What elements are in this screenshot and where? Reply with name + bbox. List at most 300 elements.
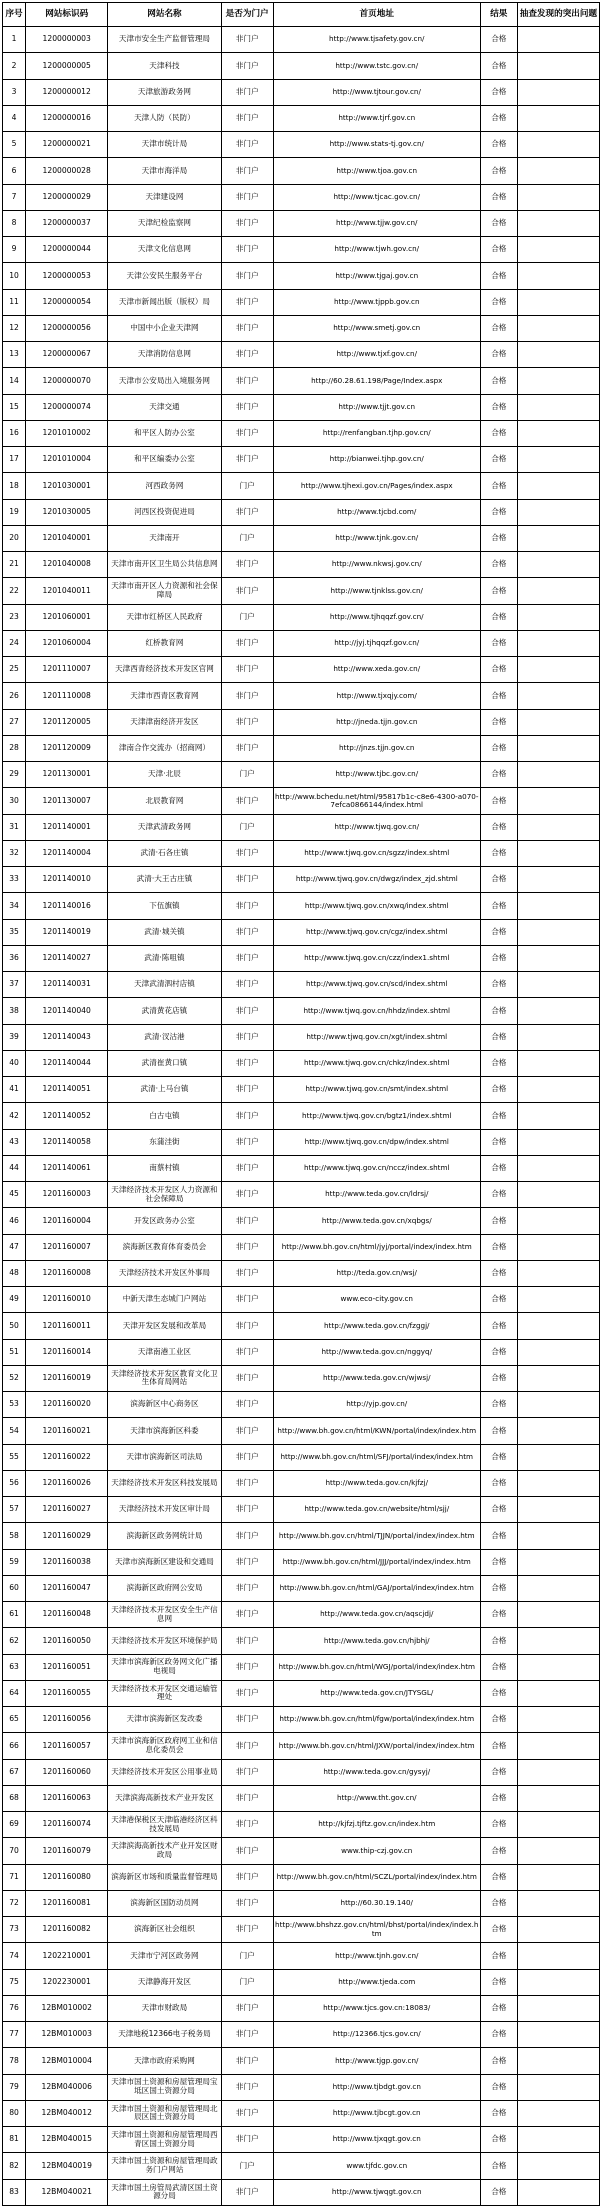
homepage-url: http://www.tjwq.gov.cn/cgz/index.shtml <box>273 919 480 945</box>
portal-flag: 非门户 <box>221 1733 273 1759</box>
table-row <box>3 840 600 866</box>
site-code: 12BM040012 <box>26 2100 108 2126</box>
site-name: 天津·北辰 <box>108 762 221 788</box>
site-code: 1200000005 <box>26 53 108 79</box>
site-name: 武清黄花店镇 <box>108 998 221 1024</box>
portal-flag: 非门户 <box>221 1707 273 1733</box>
issues <box>517 27 599 53</box>
result: 合格 <box>480 1995 517 2021</box>
issues <box>517 2153 599 2179</box>
site-code: 1201040008 <box>26 552 108 578</box>
site-name: 武清·汊沽港 <box>108 1024 221 1050</box>
table-row <box>3 27 600 53</box>
site-code: 1201030001 <box>26 473 108 499</box>
portal-flag: 非门户 <box>221 657 273 683</box>
portal-flag: 非门户 <box>221 499 273 525</box>
homepage-url: http://www.bh.gov.cn/html/SFJ/portal/index/index.htm <box>273 1444 480 1470</box>
result: 合格 <box>480 998 517 1024</box>
site-code: 1201160008 <box>26 1260 108 1286</box>
site-code: 1201160010 <box>26 1287 108 1313</box>
result: 合格 <box>480 762 517 788</box>
table-row <box>3 604 600 630</box>
site-code: 1201140051 <box>26 1077 108 1103</box>
site-code: 1201140019 <box>26 919 108 945</box>
site-code: 1201140001 <box>26 814 108 840</box>
site-code: 12BM010003 <box>26 2022 108 2048</box>
site-code: 1201140004 <box>26 840 108 866</box>
issues <box>517 1234 599 1260</box>
row-index: 3 <box>3 79 26 105</box>
table-row <box>3 184 600 210</box>
row-index: 29 <box>3 762 26 788</box>
homepage-url: http://www.tjwq.gov.cn/sgzz/index.shtml <box>273 840 480 866</box>
portal-flag: 非门户 <box>221 27 273 53</box>
row-index: 78 <box>3 2048 26 2074</box>
portal-flag: 非门户 <box>221 2074 273 2100</box>
site-name: 天津文化信息网 <box>108 237 221 263</box>
issues <box>517 473 599 499</box>
homepage-url: http://www.bh.gov.cn/html/JXW/portal/index/index.htm <box>273 1733 480 1759</box>
portal-flag: 非门户 <box>221 578 273 604</box>
homepage-url: http://renfangban.tjhp.gov.cn/ <box>273 420 480 446</box>
table-row <box>3 237 600 263</box>
result: 合格 <box>480 1418 517 1444</box>
row-index: 32 <box>3 840 26 866</box>
result: 合格 <box>480 1733 517 1759</box>
issues <box>517 447 599 473</box>
table-row <box>3 1864 600 1890</box>
site-code: 12BM010002 <box>26 1995 108 2021</box>
table-row <box>3 1943 600 1969</box>
issues <box>517 315 599 341</box>
table-row <box>3 1444 600 1470</box>
inspection-results-table <box>2 2 600 2206</box>
site-code: 1201160029 <box>26 1523 108 1549</box>
homepage-url: http://www.bh.gov.cn/html/WGJ/portal/index/index.htm <box>273 1654 480 1680</box>
row-index: 23 <box>3 604 26 630</box>
table-row <box>3 1733 600 1759</box>
portal-flag: 非门户 <box>221 1234 273 1260</box>
site-name: 天津市国土资源和房屋管理局西青区国土资源分局 <box>108 2127 221 2153</box>
table-row <box>3 1969 600 1995</box>
homepage-url: http://www.tjnh.gov.cn/ <box>273 1943 480 1969</box>
issues <box>517 1838 599 1864</box>
portal-flag: 非门户 <box>221 237 273 263</box>
row-index: 47 <box>3 1234 26 1260</box>
row-index: 65 <box>3 1707 26 1733</box>
issues <box>517 578 599 604</box>
row-index: 77 <box>3 2022 26 2048</box>
site-code: 1200000012 <box>26 79 108 105</box>
homepage-url: http://www.bh.gov.cn/html/TJJN/portal/index/index.htm <box>273 1523 480 1549</box>
site-name: 天津市国土房管局武清区国土资源分局 <box>108 2179 221 2206</box>
site-code: 1201160021 <box>26 1418 108 1444</box>
site-name: 天津消防信息网 <box>108 342 221 368</box>
table-row <box>3 2179 600 2206</box>
issues <box>517 709 599 735</box>
issues <box>517 1943 599 1969</box>
site-name: 天津市公安局出入境服务网 <box>108 368 221 394</box>
site-name: 天津武清泗村店镇 <box>108 972 221 998</box>
issues <box>517 105 599 131</box>
table-row <box>3 1234 600 1260</box>
homepage-url: http://www.tjjt.gov.cn <box>273 394 480 420</box>
site-code: 1201160047 <box>26 1575 108 1601</box>
row-index: 1 <box>3 27 26 53</box>
portal-flag: 非门户 <box>221 1812 273 1838</box>
site-code: 1201160004 <box>26 1208 108 1234</box>
site-code: 1201130007 <box>26 788 108 814</box>
site-name: 白古屯镇 <box>108 1103 221 1129</box>
table-row <box>3 368 600 394</box>
result: 合格 <box>480 2100 517 2126</box>
issues <box>517 2100 599 2126</box>
site-name: 天津纪检监察网 <box>108 210 221 236</box>
issues <box>517 1024 599 1050</box>
issues <box>517 945 599 971</box>
result: 合格 <box>480 578 517 604</box>
table-row <box>3 1470 600 1496</box>
homepage-url: http://www.tjwq.gov.cn/nccz/index.shtml <box>273 1155 480 1181</box>
homepage-url: http://www.tjwq.gov.cn/dpw/index.shtml <box>273 1129 480 1155</box>
site-code: 1201160011 <box>26 1313 108 1339</box>
issues <box>517 2048 599 2074</box>
site-code: 1201060004 <box>26 630 108 656</box>
table-row <box>3 1575 600 1601</box>
table-row <box>3 709 600 735</box>
issues <box>517 2127 599 2153</box>
table-row <box>3 1155 600 1181</box>
homepage-url: http://www.bh.gov.cn/html/GAJ/portal/index/index.htm <box>273 1575 480 1601</box>
row-index: 7 <box>3 184 26 210</box>
row-index: 34 <box>3 893 26 919</box>
portal-flag: 非门户 <box>221 1418 273 1444</box>
site-code: 1201040011 <box>26 578 108 604</box>
portal-flag: 门户 <box>221 814 273 840</box>
issues <box>517 1497 599 1523</box>
site-name: 天津经济技术开发区公用事业局 <box>108 1759 221 1785</box>
table-row <box>3 893 600 919</box>
result: 合格 <box>480 1024 517 1050</box>
site-code: 1201030005 <box>26 499 108 525</box>
row-index: 38 <box>3 998 26 1024</box>
table-row <box>3 998 600 1024</box>
site-name: 天津市红桥区人民政府 <box>108 604 221 630</box>
result: 合格 <box>480 1890 517 1916</box>
result: 合格 <box>480 79 517 105</box>
homepage-url: http://www.tjwq.gov.cn/xgt/index.shtml <box>273 1024 480 1050</box>
portal-flag: 非门户 <box>221 263 273 289</box>
table-row <box>3 814 600 840</box>
table-row <box>3 735 600 761</box>
issues <box>517 1969 599 1995</box>
table-row <box>3 447 600 473</box>
homepage-url: http://www.bchedu.net/html/95817b1c-c8e6-4300-a070-7efca0866144/index.html <box>273 788 480 814</box>
site-code: 1201160057 <box>26 1733 108 1759</box>
table-row <box>3 1392 600 1418</box>
row-index: 26 <box>3 683 26 709</box>
table-row <box>3 499 600 525</box>
table-row <box>3 552 600 578</box>
result: 合格 <box>480 342 517 368</box>
issues <box>517 1707 599 1733</box>
row-index: 51 <box>3 1339 26 1365</box>
portal-flag: 非门户 <box>221 1182 273 1208</box>
header-is-portal: 是否为门户 <box>221 3 273 27</box>
site-name: 滨海新区中心商务区 <box>108 1392 221 1418</box>
result: 合格 <box>480 1077 517 1103</box>
issues <box>517 79 599 105</box>
site-name: 天津市西青区教育网 <box>108 683 221 709</box>
portal-flag: 非门户 <box>221 945 273 971</box>
table-row <box>3 158 600 184</box>
site-code: 1200000044 <box>26 237 108 263</box>
table-row <box>3 2153 600 2179</box>
row-index: 35 <box>3 919 26 945</box>
site-code: 1201140016 <box>26 893 108 919</box>
homepage-url: http://www.tjsafety.gov.cn/ <box>273 27 480 53</box>
result: 合格 <box>480 1339 517 1365</box>
issues <box>517 420 599 446</box>
portal-flag: 非门户 <box>221 840 273 866</box>
result: 合格 <box>480 840 517 866</box>
row-index: 57 <box>3 1497 26 1523</box>
portal-flag: 非门户 <box>221 210 273 236</box>
row-index: 31 <box>3 814 26 840</box>
table-row <box>3 1208 600 1234</box>
site-code: 1201140027 <box>26 945 108 971</box>
issues <box>517 735 599 761</box>
table-row <box>3 263 600 289</box>
row-index: 36 <box>3 945 26 971</box>
site-code: 1201160080 <box>26 1864 108 1890</box>
homepage-url: http://bianwei.tjhp.gov.cn/ <box>273 447 480 473</box>
row-index: 68 <box>3 1785 26 1811</box>
portal-flag: 非门户 <box>221 1103 273 1129</box>
homepage-url: http://www.bh.gov.cn/html/SCZL/portal/index/index.htm <box>273 1864 480 1890</box>
site-name: 天津市国土资源和房屋管理局宝坻区国土资源分局 <box>108 2074 221 2100</box>
row-index: 56 <box>3 1470 26 1496</box>
site-name: 天津南港工业区 <box>108 1339 221 1365</box>
site-code: 1201160019 <box>26 1365 108 1391</box>
issues <box>517 1628 599 1654</box>
result: 合格 <box>480 1470 517 1496</box>
result: 合格 <box>480 1103 517 1129</box>
row-index: 2 <box>3 53 26 79</box>
issues <box>517 2179 599 2206</box>
site-code: 1200000056 <box>26 315 108 341</box>
site-name: 天津经济技术开发区安全生产信息网 <box>108 1602 221 1628</box>
issues <box>517 630 599 656</box>
portal-flag: 非门户 <box>221 683 273 709</box>
issues <box>517 1654 599 1680</box>
portal-flag: 非门户 <box>221 158 273 184</box>
portal-flag: 非门户 <box>221 1024 273 1050</box>
result: 合格 <box>480 1602 517 1628</box>
site-name: 天津滨海高新技术产业开发区 <box>108 1785 221 1811</box>
homepage-url: http://www.tjnklss.gov.cn/ <box>273 578 480 604</box>
table-row <box>3 1103 600 1129</box>
site-name: 天津市滨海新区建设和交通局 <box>108 1549 221 1575</box>
site-name: 滨海新区社会组织 <box>108 1917 221 1943</box>
issues <box>517 158 599 184</box>
portal-flag: 非门户 <box>221 1497 273 1523</box>
table-row <box>3 1339 600 1365</box>
homepage-url: http://www.smetj.gov.cn <box>273 315 480 341</box>
site-code: 1201060001 <box>26 604 108 630</box>
table-body <box>3 27 600 2206</box>
result: 合格 <box>480 2179 517 2206</box>
site-code: 1202230001 <box>26 1969 108 1995</box>
result: 合格 <box>480 1365 517 1391</box>
site-name: 天津经济技术开发区环境保护局 <box>108 1628 221 1654</box>
table-row <box>3 1602 600 1628</box>
result: 合格 <box>480 867 517 893</box>
homepage-url: http://www.tjwh.gov.cn/ <box>273 237 480 263</box>
homepage-url: http://www.tjwq.gov.cn/ <box>273 814 480 840</box>
homepage-url: http://www.tjwq.gov.cn/hhdz/index.shtml <box>273 998 480 1024</box>
table-row <box>3 867 600 893</box>
homepage-url: http://www.tjcbd.com/ <box>273 499 480 525</box>
table-row <box>3 657 600 683</box>
result: 合格 <box>480 210 517 236</box>
row-index: 58 <box>3 1523 26 1549</box>
homepage-url: http://www.tjcac.gov.cn/ <box>273 184 480 210</box>
table-row <box>3 1497 600 1523</box>
table-row <box>3 1050 600 1076</box>
site-code: 1201140043 <box>26 1024 108 1050</box>
issues <box>517 1733 599 1759</box>
result: 合格 <box>480 1155 517 1181</box>
table-row <box>3 1260 600 1286</box>
issues <box>517 1575 599 1601</box>
portal-flag: 非门户 <box>221 1313 273 1339</box>
site-name: 滨海新区政府网公安局 <box>108 1575 221 1601</box>
site-name: 天津经济技术开发区交通运输管理处 <box>108 1680 221 1706</box>
portal-flag: 门户 <box>221 762 273 788</box>
row-index: 71 <box>3 1864 26 1890</box>
issues <box>517 342 599 368</box>
site-name: 中新天津生态城门户网站 <box>108 1287 221 1313</box>
site-code: 12BM040006 <box>26 2074 108 2100</box>
site-code: 1201040001 <box>26 525 108 551</box>
site-name: 滨海新区教育体育委员会 <box>108 1234 221 1260</box>
homepage-url: http://www.bh.gov.cn/html/KWN/portal/index/index.htm <box>273 1418 480 1444</box>
site-name: 天津经济技术开发区审计局 <box>108 1497 221 1523</box>
table-row <box>3 1418 600 1444</box>
site-name: 天津滨海高新技术产业开发区财政局 <box>108 1838 221 1864</box>
row-index: 59 <box>3 1549 26 1575</box>
row-index: 24 <box>3 630 26 656</box>
site-code: 1201160074 <box>26 1812 108 1838</box>
portal-flag: 非门户 <box>221 1890 273 1916</box>
result: 合格 <box>480 945 517 971</box>
homepage-url: http://www.teda.gov.cn/xqbgs/ <box>273 1208 480 1234</box>
site-name: 天津市滨海新区政府网工业和信息化委员会 <box>108 1733 221 1759</box>
row-index: 10 <box>3 263 26 289</box>
table-row <box>3 1628 600 1654</box>
row-index: 5 <box>3 132 26 158</box>
header-homepage-url: 首页地址 <box>273 3 480 27</box>
issues <box>517 1812 599 1838</box>
table-row <box>3 105 600 131</box>
site-name: 滨海新区国防动员网 <box>108 1890 221 1916</box>
table-row <box>3 1759 600 1785</box>
portal-flag: 非门户 <box>221 1287 273 1313</box>
site-name: 滨海新区政务网统计局 <box>108 1523 221 1549</box>
row-index: 42 <box>3 1103 26 1129</box>
result: 合格 <box>480 1313 517 1339</box>
site-name: 下伍旗镇 <box>108 893 221 919</box>
result: 合格 <box>480 394 517 420</box>
row-index: 20 <box>3 525 26 551</box>
table-row <box>3 525 600 551</box>
table-row <box>3 1365 600 1391</box>
homepage-url: http://www.tjxqjy.com/ <box>273 683 480 709</box>
row-index: 79 <box>3 2074 26 2100</box>
site-name: 天津旅游政务网 <box>108 79 221 105</box>
result: 合格 <box>480 972 517 998</box>
homepage-url: http://60.28.61.198/Page/Index.aspx <box>273 368 480 394</box>
site-name: 滨海新区市场和质量监督管理局 <box>108 1864 221 1890</box>
result: 合格 <box>480 1707 517 1733</box>
issues <box>517 1339 599 1365</box>
row-index: 63 <box>3 1654 26 1680</box>
row-index: 18 <box>3 473 26 499</box>
site-code: 1201160081 <box>26 1890 108 1916</box>
table-row <box>3 945 600 971</box>
site-name: 武清·大王古庄镇 <box>108 867 221 893</box>
issues <box>517 1470 599 1496</box>
homepage-url: http://www.stats-tj.gov.cn/ <box>273 132 480 158</box>
row-index: 49 <box>3 1287 26 1313</box>
issues <box>517 1549 599 1575</box>
portal-flag: 非门户 <box>221 368 273 394</box>
table-row <box>3 683 600 709</box>
site-code: 1201010002 <box>26 420 108 446</box>
homepage-url: www.thip-czj.gov.cn <box>273 1838 480 1864</box>
site-name: 天津市滨海新区司法局 <box>108 1444 221 1470</box>
site-name: 天津交通 <box>108 394 221 420</box>
portal-flag: 非门户 <box>221 2022 273 2048</box>
table-row <box>3 2100 600 2126</box>
site-name: 天津市南开区卫生局公共信息网 <box>108 552 221 578</box>
site-name: 天津西青经济技术开发区官网 <box>108 657 221 683</box>
result: 合格 <box>480 604 517 630</box>
issues <box>517 1759 599 1785</box>
table-row <box>3 2074 600 2100</box>
issues <box>517 132 599 158</box>
table-row <box>3 919 600 945</box>
row-index: 45 <box>3 1182 26 1208</box>
portal-flag: 非门户 <box>221 1602 273 1628</box>
result: 合格 <box>480 184 517 210</box>
homepage-url: http://www.tjwq.gov.cn/bgtz1/index.shtml <box>273 1103 480 1129</box>
portal-flag: 非门户 <box>221 552 273 578</box>
result: 合格 <box>480 814 517 840</box>
table-row <box>3 1890 600 1916</box>
homepage-url: http://jneda.tjjn.gov.cn <box>273 709 480 735</box>
portal-flag: 非门户 <box>221 2179 273 2206</box>
issues <box>517 1995 599 2021</box>
table-row <box>3 1680 600 1706</box>
site-code: 1200000029 <box>26 184 108 210</box>
row-index: 33 <box>3 867 26 893</box>
result: 合格 <box>480 1523 517 1549</box>
result: 合格 <box>480 1838 517 1864</box>
table-row <box>3 1812 600 1838</box>
site-code: 1201160079 <box>26 1838 108 1864</box>
